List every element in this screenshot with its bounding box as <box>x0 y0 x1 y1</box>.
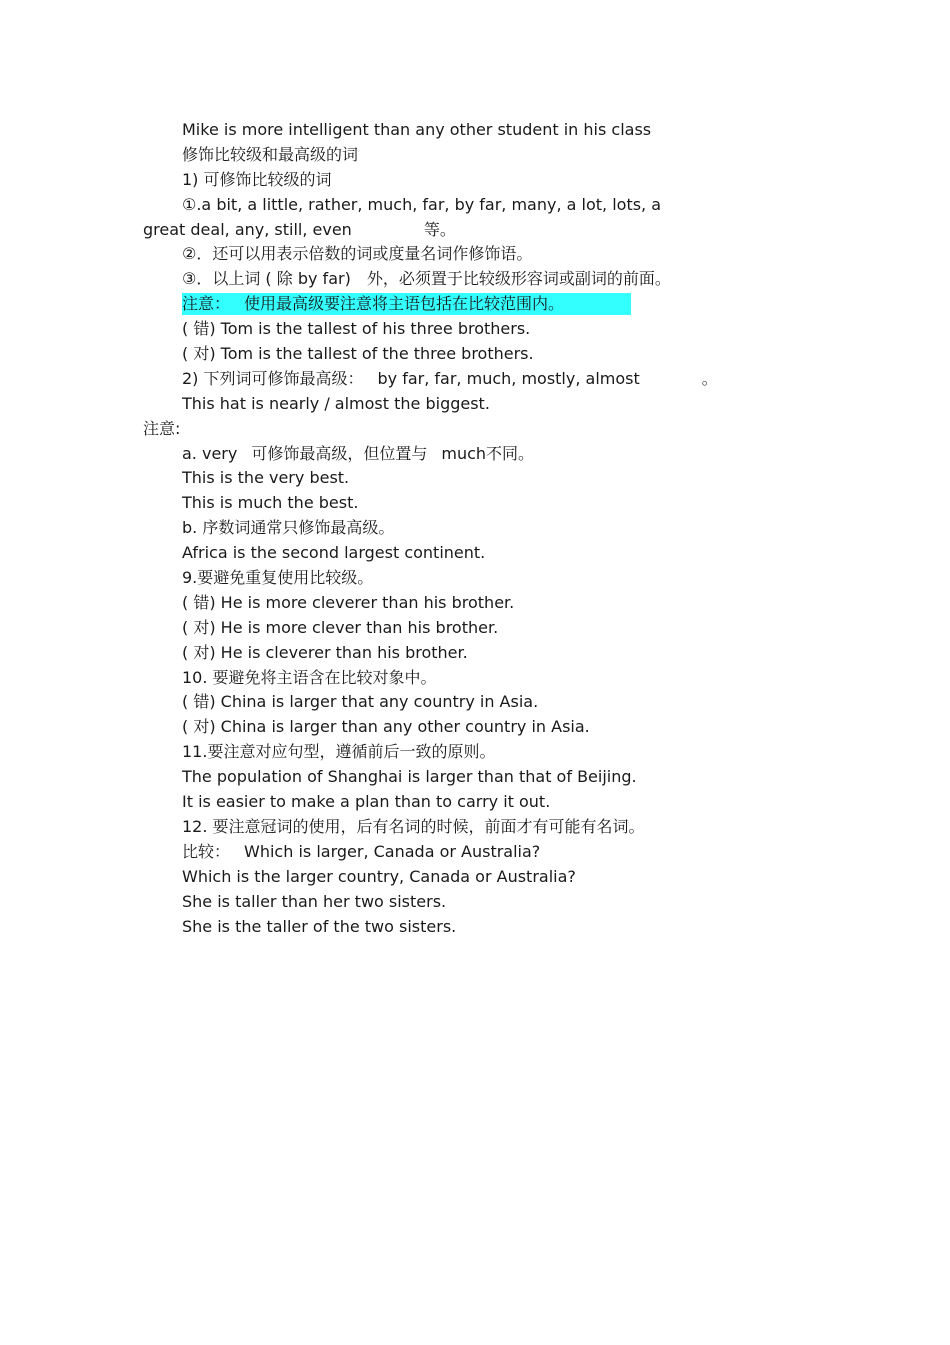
text-line: Africa is the second largest continent. <box>182 543 486 563</box>
text-line: This is the very best. <box>182 468 350 488</box>
text-line: ( 对) Tom is the tallest of the three brothers. <box>182 344 534 364</box>
text-line: ( 错) Tom is the tallest of his three brothers. <box>182 319 531 339</box>
text-line: ( 错) China is larger that any country in Asia. <box>182 692 539 712</box>
highlight-box: 注意： 使用最高级要注意将主语包括在比较范围内。 <box>182 293 631 315</box>
text-line: 2) 下列词可修饰最高级： by far, far, much, mostly, almost 。 <box>182 368 718 388</box>
text-line: This is much the best. <box>182 493 359 513</box>
text-line: ③．以上词 ( 除 by far) 外，必须置于比较级形容词或副词的前面。 <box>182 269 671 289</box>
text-line: ②．还可以用表示倍数的词或度量名词作修饰语。 <box>182 244 533 264</box>
text-line: Mike is more intelligent than any other student in his class <box>182 120 652 139</box>
text-line: a. very 可修饰最高级，但位置与 much不同。 <box>182 443 535 463</box>
highlighted-note <box>0 292 950 317</box>
text-line: ( 对) He is more clever than his brother. <box>182 617 499 637</box>
section-heading: 注意: <box>143 418 181 438</box>
text-line: 10. 要避免将主语含在比较对象中。 <box>182 667 437 687</box>
text-line: ( 对) China is larger than any other country in Asia. <box>182 717 590 737</box>
text-line: b. 序数词通常只修饰最高级。 <box>182 518 395 538</box>
text-line: 1) 可修饰比较级的词 <box>182 169 332 189</box>
text-line: The population of Shanghai is larger than that of Beijing. <box>182 767 637 787</box>
text-line: 9.要避免重复使用比较级。 <box>182 568 374 588</box>
text-line: 11.要注意对应句型，遵循前后一致的原则。 <box>182 742 496 762</box>
text-line: great deal, any, still, even 等。 <box>143 219 456 239</box>
text-line: It is easier to make a plan than to carry it out. <box>182 792 551 812</box>
text-line: 比较： Which is larger, Canada or Australia? <box>182 841 541 861</box>
text-line: 12. 要注意冠词的使用，后有名词的时候，前面才有可能有名词。 <box>182 816 645 836</box>
text-line: ( 对) He is cleverer than his brother. <box>182 642 468 662</box>
text-line: She is the taller of the two sisters. <box>182 916 457 936</box>
text-line: ( 错) He is more cleverer than his brother. <box>182 592 515 612</box>
document-body <box>0 118 950 939</box>
text-line: This hat is nearly / almost the biggest. <box>182 393 490 413</box>
section-heading: 修饰比较级和最高级的词 <box>182 144 359 164</box>
text-line: Which is the larger country, Canada or Australia? <box>182 866 576 886</box>
text-line: She is taller than her two sisters. <box>182 891 447 911</box>
text-line: ①.a bit, a little, rather, much, far, by far, many, a lot, lots, a <box>182 194 662 214</box>
